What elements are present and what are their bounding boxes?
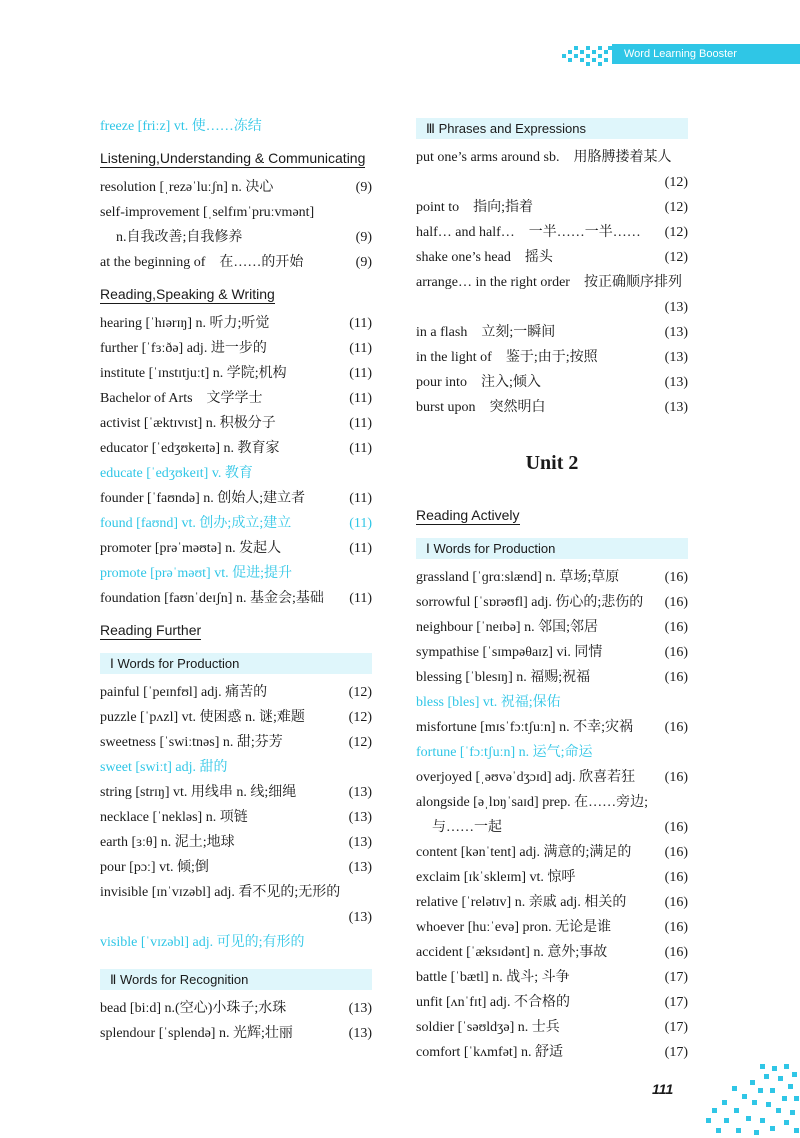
vocab-entry: neighbour [ˈneɪbə] n. 邻国;邻居 (16)	[416, 620, 688, 635]
vocab-entry: activist [ˈæktɪvɪst] n. 积极分子 (11)	[100, 416, 372, 431]
vocab-entry: institute [ˈɪnstɪtjuːt] n. 学院;机构 (11)	[100, 366, 372, 381]
entry-text: freeze [friːz] vt. 使……冻结	[100, 119, 262, 134]
vocab-entry-continued: n.自我改善;自我修养 (9)	[116, 230, 372, 245]
page-number: 111	[652, 1081, 674, 1097]
vocab-entry: hearing [ˈhɪərɪŋ] n. 听力;听觉 (11)	[100, 316, 372, 331]
section-heading: Listening,Understanding & Communicating	[100, 150, 366, 166]
vocab-entry: relative [ˈrelətɪv] n. 亲戚 adj. 相关的 (16)	[416, 895, 688, 910]
vocab-entry: educator [ˈedʒʊkeɪtə] n. 教育家 (11)	[100, 441, 372, 456]
vocab-entry: content [kənˈtent] adj. 满意的;满足的 (16)	[416, 845, 688, 860]
phrase-entry: in a flash 立刻;一瞬间 (13)	[416, 325, 688, 340]
vocab-entry: sympathise [ˈsɪmpəθaɪz] vi. 同情 (16)	[416, 645, 688, 660]
vocab-entry-continued: 与……一起 (16)	[432, 820, 688, 835]
vocab-entry: blessing [ˈblesɪŋ] n. 福赐;祝福 (16)	[416, 670, 688, 685]
vocab-entry-extra: visible [ˈvɪzəbl] adj. 可见的;有形的	[100, 935, 305, 950]
right-column	[416, 114, 688, 1065]
vocab-entry: foundation [faʊnˈdeɪʃn] n. 基金会;基础 (11)	[100, 591, 372, 606]
vocab-entry: promoter [prəˈməʊtə] n. 发起人 (11)	[100, 541, 372, 556]
vocab-entry: necklace [ˈnekləs] n. 项链 (13)	[100, 810, 372, 825]
phrase-entry: half… and half… 一半……一半…… (12)	[416, 225, 688, 240]
subsection-heading: Ⅰ Words for Production	[416, 538, 688, 559]
vocab-entry-extra: promote [prəˈməʊt] vt. 促进;提升	[100, 566, 292, 581]
phrase-entry: burst upon 突然明白 (13)	[416, 400, 688, 415]
section-heading: Reading Further	[100, 622, 202, 638]
vocab-entry: puzzle [ˈpʌzl] vt. 使困惑 n. 谜;难题 (12)	[100, 710, 372, 725]
subsection-heading: Ⅰ Words for Production	[100, 653, 372, 674]
subsection-heading: Ⅲ Phrases and Expressions	[416, 118, 688, 139]
vocab-entry: soldier [ˈsəʊldʒə] n. 士兵 (17)	[416, 1020, 688, 1035]
vocab-entry: battle [ˈbætl] n. 战斗; 斗争 (17)	[416, 970, 688, 985]
vocab-entry: whoever [huːˈevə] pron. 无论是谁 (16)	[416, 920, 688, 935]
unit-heading: Unit 2	[525, 452, 579, 474]
vocab-entry-extra: bless [bles] vt. 祝福;保佑	[416, 695, 561, 710]
vocab-entry: unfit [ʌnˈfɪt] adj. 不合格的 (17)	[416, 995, 688, 1010]
phrase-entry: in the light of 鉴于;由于;按照 (13)	[416, 350, 688, 365]
phrase-entry: pour into 注入;倾入 (13)	[416, 375, 688, 390]
vocab-entry: alongside [əˌlɒŋˈsaɪd] prep. 在……旁边;	[416, 795, 648, 810]
vocab-entry-extra: fortune [ˈfɔːtʃuːn] n. 运气;命运	[416, 745, 593, 760]
vocab-entry: painful [ˈpeɪnfʊl] adj. 痛苦的 (12)	[100, 685, 372, 700]
subsection-heading: Ⅱ Words for Recognition	[100, 969, 372, 990]
vocab-entry: exclaim [ɪkˈskleɪm] vt. 惊呼 (16)	[416, 870, 688, 885]
vocab-entry-extra: found [faʊnd] vt. 创办;成立;建立 (11)	[100, 516, 372, 531]
banner-title: Word Learning Booster	[612, 44, 800, 64]
phrase-entry: arrange… in the right order 按正确顺序排列 (13)	[416, 275, 688, 315]
header-banner	[560, 44, 800, 68]
vocab-entry: comfort [ˈkʌmfət] n. 舒适 (17)	[416, 1045, 688, 1060]
section-heading: Reading,Speaking & Writing	[100, 286, 275, 302]
pixel-pattern-icon	[704, 1062, 800, 1138]
vocab-entry: Bachelor of Arts 文学学士 (11)	[100, 391, 372, 406]
vocab-entry: founder [ˈfaʊndə] n. 创始人;建立者 (11)	[100, 491, 372, 506]
vocab-entry: overjoyed [ˌəʊvəˈdʒɔɪd] adj. 欣喜若狂 (16)	[416, 770, 688, 785]
vocab-entry: sweetness [ˈswiːtnəs] n. 甜;芬芳 (12)	[100, 735, 372, 750]
vocab-entry-extra	[100, 114, 372, 139]
phrase-entry: shake one’s head 摇头 (12)	[416, 250, 688, 265]
section-heading: Reading Actively	[416, 507, 520, 523]
vocab-entry: self-improvement [ˌselfɪmˈpruːvmənt]	[100, 205, 315, 220]
vocab-entry: invisible [ɪnˈvɪzəbl] adj. 看不见的;无形的 (13)	[100, 885, 372, 925]
vocab-entry: resolution [ˌrezəˈluːʃn] n. 决心 (9)	[100, 180, 372, 195]
phrase-entry: put one’s arms around sb. 用胳膊搂着某人 (12)	[416, 150, 688, 190]
vocab-entry: bead [biːd] n.(空心)小珠子;水珠 (13)	[100, 1001, 372, 1016]
vocab-entry: accident [ˈæksɪdənt] n. 意外;事故 (16)	[416, 945, 688, 960]
vocab-entry: earth [ɜːθ] n. 泥土;地球 (13)	[100, 835, 372, 850]
vocab-entry: string [strɪŋ] vt. 用线串 n. 线;细绳 (13)	[100, 785, 372, 800]
phrase-entry: point to 指向;指着 (12)	[416, 200, 688, 215]
vocab-entry: grassland [ˈɡrɑːslænd] n. 草场;草原 (16)	[416, 570, 688, 585]
vocab-entry: pour [pɔː] vt. 倾;倒 (13)	[100, 860, 372, 875]
vocab-entry: at the beginning of 在……的开始 (9)	[100, 255, 372, 270]
vocab-entry-extra: educate [ˈedʒʊkeɪt] v. 教育	[100, 466, 253, 481]
vocab-entry: misfortune [mɪsˈfɔːtʃuːn] n. 不幸;灾祸 (16)	[416, 720, 688, 735]
left-column	[100, 114, 372, 1046]
vocab-entry: sorrowful [ˈsɒrəʊfl] adj. 伤心的;悲伤的 (16)	[416, 595, 688, 610]
vocab-entry: further [ˈfɜːðə] adj. 进一步的 (11)	[100, 341, 372, 356]
vocab-entry: splendour [ˈsplendə] n. 光辉;壮丽 (13)	[100, 1026, 372, 1041]
vocab-entry-extra: sweet [swiːt] adj. 甜的	[100, 760, 228, 775]
